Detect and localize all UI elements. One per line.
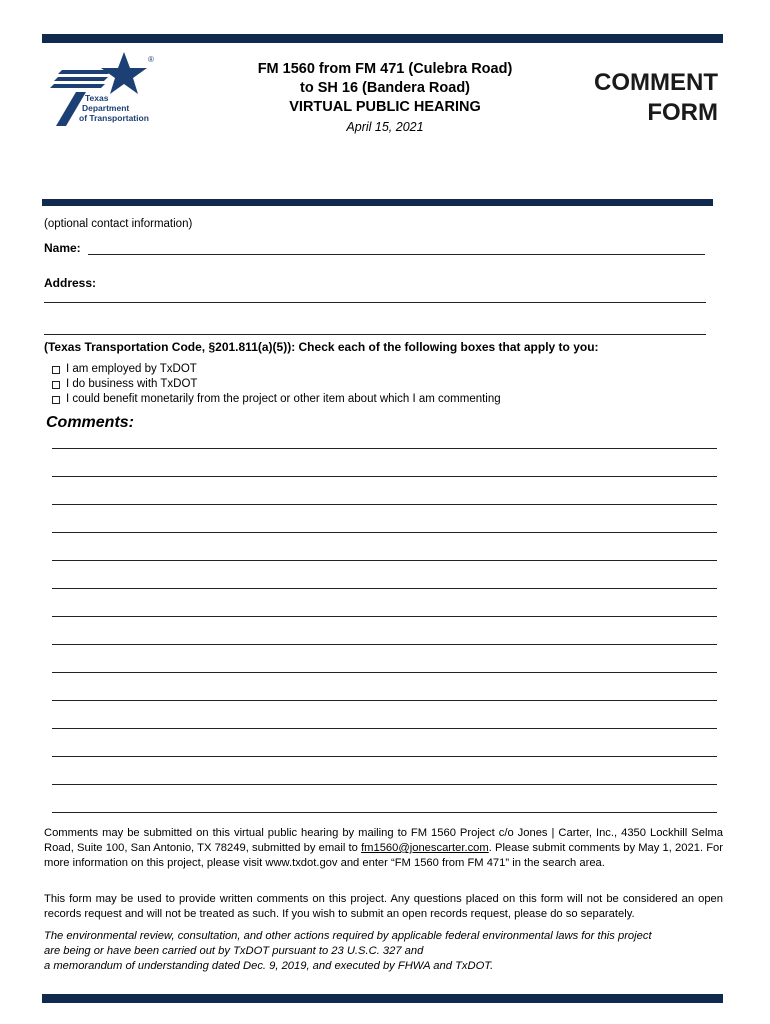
address-field-line-1[interactable] — [44, 302, 706, 303]
checkbox-employed[interactable] — [52, 366, 60, 374]
comment-line[interactable] — [52, 784, 717, 812]
bottom-divider-bar — [42, 994, 723, 1003]
open-records-notice: This form may be used to provide written comments on this project. Any questions placed on this form will not be considered an open records request and will not be treated as such. If you wish to submit an open records request, please do so separately. — [44, 893, 723, 920]
comment-line[interactable] — [52, 644, 717, 672]
instructions-text-1: Comments may be submitted on this virtual public hearing by mailing to FM 1560 Project c/o Jones | Carter, Inc., 4350 Lockhill Selma Road, Suite 100, San Antonio, TX 78249, submitted by email to — [44, 827, 723, 854]
environmental-line-2: are being or have been carried out by TxDOT pursuant to 23 U.S.C. 327 and — [44, 945, 424, 957]
comment-line[interactable] — [52, 504, 717, 532]
agency-line-2: Department — [82, 103, 130, 113]
checkbox-row-employed[interactable] — [52, 362, 501, 377]
comment-line[interactable] — [52, 728, 717, 756]
environmental-notice — [44, 929, 723, 974]
comments-field[interactable] — [52, 448, 717, 840]
comment-line[interactable] — [52, 448, 717, 476]
checkbox-business[interactable] — [52, 381, 60, 389]
title-line-1: FM 1560 from FM 471 (Culebra Road) — [257, 61, 513, 77]
title-line-2: to SH 16 (Bandera Road) — [300, 80, 470, 96]
comment-line[interactable] — [52, 476, 717, 504]
comment-line[interactable] — [52, 616, 717, 644]
comment-line[interactable] — [52, 672, 717, 700]
title-line-3: VIRTUAL PUBLIC HEARING — [289, 99, 481, 115]
agency-name — [79, 93, 149, 123]
address-label: Address: — [44, 276, 97, 290]
checkbox-label-employed: I am employed by TxDOT — [66, 363, 197, 375]
disclosure-checkbox-list — [52, 362, 501, 407]
name-field[interactable] — [88, 254, 705, 255]
comment-line[interactable] — [52, 588, 717, 616]
header-divider-bar — [42, 199, 713, 206]
top-divider-bar — [42, 34, 723, 43]
comment-line[interactable] — [52, 532, 717, 560]
agency-line-3: of Transportation — [79, 113, 149, 123]
address-field-line-2[interactable] — [44, 334, 706, 335]
hearing-date: April 15, 2021 — [346, 120, 424, 134]
comments-label: Comments: — [46, 414, 135, 431]
comment-line[interactable] — [52, 756, 717, 784]
name-label: Name: — [44, 241, 81, 255]
optional-contact-note: (optional contact information) — [44, 218, 193, 230]
checkbox-label-benefit: I could benefit monetarily from the project or other item about which I am commenting — [66, 393, 501, 405]
instructions-text-2: . Please submit comments by May 1, 2021. For more information on this project, please visit www.txdot.gov and enter “FM 1560 from FM 471” in the search area. — [44, 842, 724, 869]
environmental-line-3: a memorandum of understanding dated Dec. 9, 2019, and executed by FHWA and TxDOT. — [44, 960, 494, 972]
checkbox-row-benefit[interactable] — [52, 392, 501, 407]
comment-line[interactable] — [52, 560, 717, 588]
form-title — [588, 68, 718, 128]
email-link[interactable]: fm1560@jonescarter.com — [361, 842, 489, 854]
comment-line[interactable] — [52, 700, 717, 728]
checkbox-benefit[interactable] — [52, 396, 60, 404]
environmental-line-1: The environmental review, consultation, and other actions required by applicable federal environmental laws for this project — [44, 930, 652, 942]
form-title-line-1: COMMENT — [594, 69, 718, 96]
checkbox-row-business[interactable] — [52, 377, 501, 392]
form-title-line-2: FORM — [647, 99, 718, 126]
submission-instructions — [44, 826, 723, 871]
hearing-title — [215, 60, 555, 117]
checkbox-label-business: I do business with TxDOT — [66, 378, 198, 390]
agency-line-1: Texas — [85, 93, 109, 103]
registered-mark: ® — [148, 55, 154, 64]
disclosure-heading: (Texas Transportation Code, §201.811(a)(5)): Check each of the following boxes that apply to you: — [44, 340, 599, 354]
